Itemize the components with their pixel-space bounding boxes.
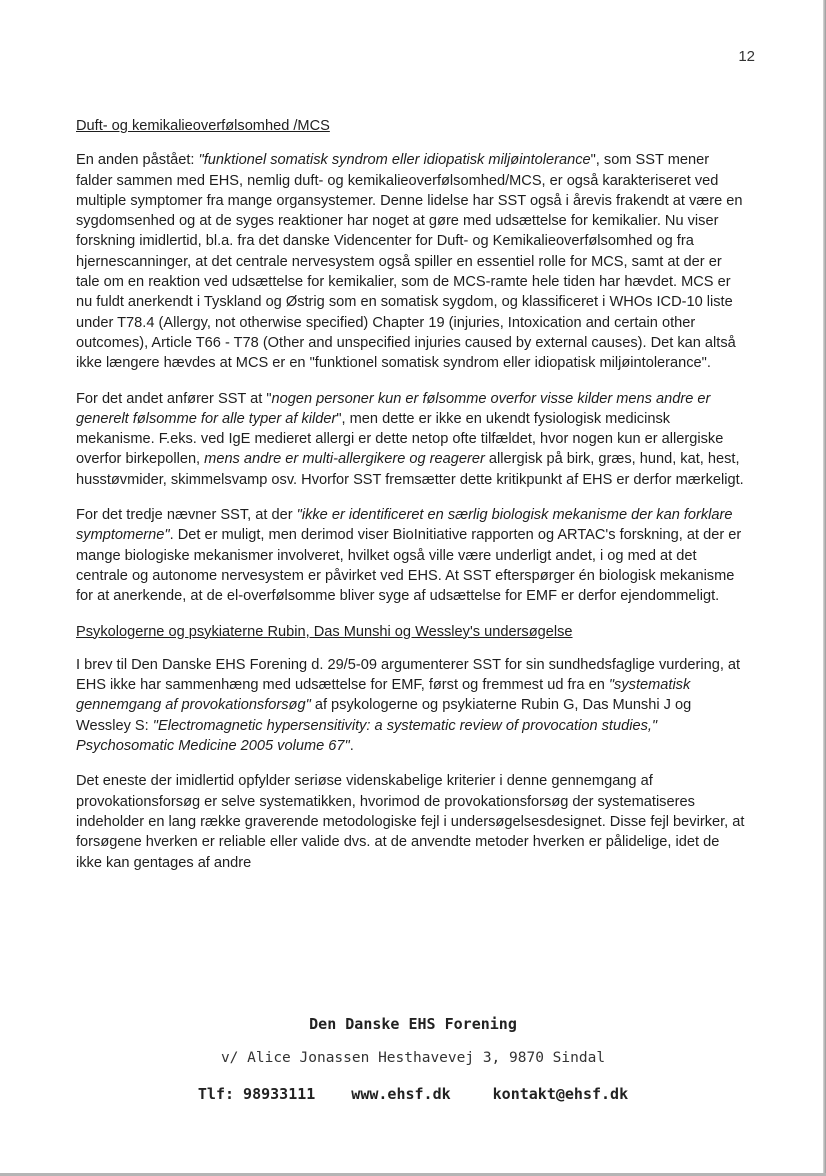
footer-contacts (0, 1085, 826, 1103)
text-run: allergisk på birk, græs, hund, kat, hest, husstøvmider, skimmelsvamp osv. Hvorfor SST fremsætter dette kritikpunkt af EHS er derfor mærkeligt. (76, 451, 744, 488)
text-run-italic: "funktionel somatisk syndrom eller idiopatisk miljøintolerance (198, 152, 591, 169)
text-run: ", men dette er ikke en ukendt fysiologisk medicinsk mekanisme. F.eks. ved IgE medieret allergi er dette netop ofte tilfældet, hvor nogen kun er allergiske overfor birkepollen, (76, 410, 724, 468)
page-number: 12 (738, 48, 755, 65)
footer-email-link[interactable]: kontakt@ehsf.dk (492, 1085, 629, 1103)
text-run-italic: nogen personer kun er følsomme overfor visse kilder mens andre er generelt følsomme for alle typer af kilder (76, 390, 711, 427)
paragraph-third-claim (76, 505, 748, 606)
text-run: . Det er muligt, men derimod viser BioInitiative rapporten og ARTAC's forskning, at der er mange biologiske mekanismer involveret, hvilket også ville være underligt andet, i og med at det centrale og autonome nervesystem er påvirket ved EHS. At SST efterspørger én biologisk mekanisme for at anerkende, at de el-overfølsomme bliver syge af udsættelse for EMF er derfor ejendommeligt. (76, 527, 742, 605)
text-run: I brev til Den Danske EHS Forening d. 29/5-09 argumenterer SST for sin sundhedsfaglige vurdering, at EHS ikke har sammenhæng med udsættelse for EMF, først og fremmest ud fra en (76, 656, 741, 694)
paragraph-second-claim (76, 389, 748, 490)
footer-website-link[interactable]: www.ehsf.dk (351, 1085, 451, 1103)
paragraph-mcs-intro (76, 150, 748, 373)
text-run: af psykologerne og psykiaterne Rubin G, Das Munshi J og Wessley S: (76, 697, 692, 734)
document-body (76, 116, 748, 888)
text-run-italic: "systematisk gennemgang af provokationsforsøg" (76, 677, 691, 714)
text-run: For det andet anfører SST at " (76, 390, 272, 407)
paragraph-methodology: Det eneste der imidlertid opfylder seriøse videnskabelige kriterier i denne gennemgang af provokationsforsøg er selve systematikken, hvorimod de provokationsforsøg der systematiseres indeholder en lang række graverende metodologiske fejl i undersøgelsesdesignet. Disse fejl bevirker, at forsøgene hverken er reliable eller valide dvs. at de anvendte metoder hverken er pålidelige, idet de ikke kan gentages af andre (76, 773, 745, 871)
paragraph-sst-letter (76, 655, 748, 756)
section-heading-rubin-study: Psykologerne og psykiaterne Rubin, Das Munshi og Wessley's undersøgelse (76, 623, 573, 640)
text-run-italic: "ikke er identificeret en særlig biologisk mekanisme der kan forklare symptomerne" (76, 507, 733, 544)
text-run: ", som SST mener falder sammen med EHS, nemlig duft- og kemikalieoverfølsomhed/MCS, er også karakteriseret ved multiple symptomer fra mange organsystemer. Denne lidelse har SST også i årevis frakendt at være en sygdomsenhed og at de syges reaktioner har noget at gøre med udsættelse for kemikalier. Nu viser forskning imidlertid, bl.a. fra det danske Videncenter for Duft- og Kemikalieoverfølsomhed og fra hjernescanninger, at det centrale nervesystem også spiller en essentiel rolle for MCS, samt at der er tale om en reaktion ved udsættelse for kemikalier, som de MCS-ramte hele tiden har hævdet. MCS er nu fuldt anerkendt i Tyskland og Østrig som en somatisk sygdom, og klassificeret i WHOs ICD-10 liste under T78.4 (Allergy, not otherwise specified) Chapter 19 (injuries, Intoxication and certain other outcomes), Article T66 - T78 (Other and unspecified injuries caused by external causes). Det kan altså ikke længere hævdes at MCS er en "funktionel somatisk syndrom eller idiopatisk miljøintolerance". (76, 152, 743, 372)
text-run: En anden påstået: (76, 152, 199, 169)
section-heading-mcs: Duft- og kemikalieoverfølsomhed /MCS (76, 118, 330, 134)
footer-phone: Tlf: 98933111 (197, 1085, 316, 1103)
footer-organization: Den Danske EHS Forening (309, 1015, 517, 1033)
text-run-italic: mens andre er multi-allergikere og reagerer (204, 451, 485, 468)
text-run: . (349, 738, 354, 755)
text-run: For det tredje nævner SST, at der (76, 507, 297, 524)
text-run-italic: "Electromagnetic hypersensitivity: a systematic review of provocation studies," Psychosomatic Medicine 2005 volume 67" (76, 717, 658, 755)
footer-address: v/ Alice Jonassen Hesthavevej 3, 9870 Sindal (220, 1050, 606, 1066)
